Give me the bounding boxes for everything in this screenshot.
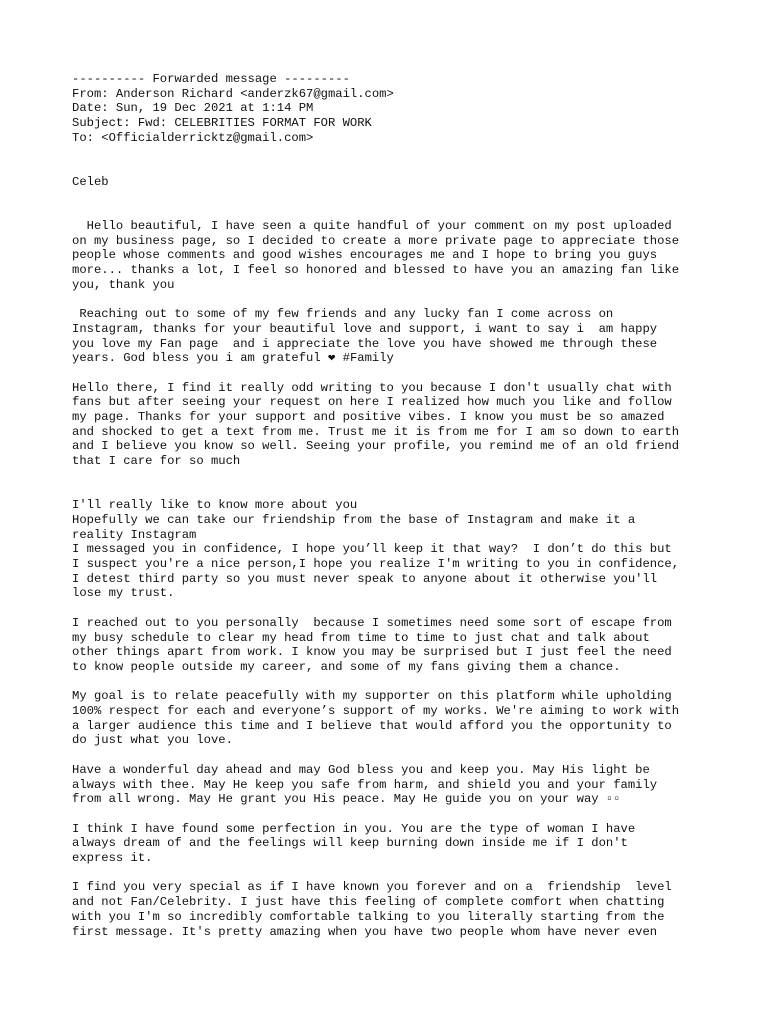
paragraph-line: people whose comments and good wishes encourages me and I hope to bring you guys (72, 248, 658, 263)
paragraph-line: always dream of and the feelings will keep burning down inside me if I don't (72, 836, 628, 851)
paragraph-line: express it. (72, 851, 153, 866)
forwarded-separator: ---------- Forwarded message --------- (72, 72, 350, 86)
spacer (72, 204, 712, 219)
spacer (72, 292, 712, 307)
spacer (72, 146, 712, 161)
paragraph-line: more... thanks a lot, I feel so honored and blessed to have you an amazing fan like (72, 263, 680, 278)
spacer (72, 866, 712, 881)
body-paragraph (72, 822, 712, 866)
paragraph-line: reality Instagram (72, 527, 197, 542)
paragraph-line: a larger audience this time and I believe that would afford you the opportunity to (72, 718, 672, 733)
paragraph-line: My goal is to relate peacefully with my supporter on this platform while upholding (72, 689, 672, 704)
paragraph-line: and I believe you know so well. Seeing your profile, you remind me of an old friend (72, 439, 680, 454)
spacer (72, 807, 712, 822)
paragraph-line: Hello beautiful, I have seen a quite handful of your comment on my post uploaded (72, 218, 672, 233)
paragraph-line: years. God bless you i am grateful ❤ #Family (72, 351, 394, 366)
paragraph-line: on my business page, so I decided to create a more private page to appreciate those (72, 233, 680, 248)
paragraph-line: you love my Fan page and i appreciate the love you have showed me through these (72, 336, 658, 351)
paragraph-line: my page. Thanks for your support and positive vibes. I know you must be so amazed (72, 410, 665, 425)
body-paragraph (72, 763, 712, 807)
paragraph-line: I messaged you in confidence, I hope you’ll keep it that way? I don’t do this but (72, 542, 672, 557)
paragraph-line: I suspect you're a nice person,I hope you realize I'm writing to you in confidence, (72, 557, 680, 572)
body-paragraph (72, 689, 712, 748)
body-paragraph (72, 219, 712, 293)
email-header (72, 72, 712, 146)
paragraph-line: and not Fan/Celebrity. I just have this feeling of complete comfort when chatting (72, 895, 665, 910)
paragraph-line: other things apart from work. I know you may be surprised but I just feel the need (72, 645, 672, 660)
paragraph-line: Hello there, I find it really odd writing to you because I don't usually chat with (72, 380, 672, 395)
paragraph-line: I reached out to you personally because I sometimes need some sort of escape from (72, 615, 672, 630)
spacer (72, 484, 712, 499)
body-paragraph (72, 880, 712, 939)
paragraph-line: I find you very special as if I have known you forever and on a friendship level (72, 880, 672, 895)
salutation: Celeb (72, 174, 109, 189)
paragraph-line: that I care for so much (72, 454, 241, 469)
paragraph-line: always with thee. May He keep you safe from harm, and shield you and your family (72, 777, 658, 792)
subject-line: Subject: Fwd: CELEBRITIES FORMAT FOR WORK (72, 116, 372, 131)
to-line: To: <Officialderricktz@gmail.com> (72, 130, 314, 145)
paragraph-line: lose my trust. (72, 586, 175, 601)
paragraph-line: you, thank you (72, 277, 175, 292)
spacer (72, 160, 712, 175)
paragraph-line: my busy schedule to clear my head from time to time to just chat and talk about (72, 630, 650, 645)
body-paragraph (72, 307, 712, 366)
paragraph-line: do just what you love. (72, 733, 233, 748)
paragraph-line: I'll really like to know more about you (72, 498, 358, 513)
spacer (72, 601, 712, 616)
paragraph-line: Reaching out to some of my few friends and any lucky fan I come across on (72, 307, 614, 322)
spacer (72, 748, 712, 763)
email-body (72, 219, 712, 939)
spacer (72, 675, 712, 690)
paragraph-line: and shocked to get a text from me. Trust me it is from me for I am so down to earth (72, 424, 680, 439)
spacer (72, 366, 712, 381)
paragraph-line: fans but after seeing your request on here I realized how much you like and follow (72, 395, 672, 410)
paragraph-line: to know people outside my career, and some of my fans giving them a chance. (72, 659, 621, 674)
body-paragraph (72, 381, 712, 469)
spacer (72, 190, 712, 205)
paragraph-line: with you I'm so incredibly comfortable talking to you literally starting from the (72, 909, 665, 924)
paragraph-line: Have a wonderful day ahead and may God bless you and keep you. May His light be (72, 762, 650, 777)
paragraph-line: first message. It's pretty amazing when you have two people whom have never even (72, 924, 658, 939)
paragraph-line: Hopefully we can take our friendship from the base of Instagram and make it a (72, 512, 636, 527)
paragraph-line: 100% respect for each and everyone’s support of my works. We're aiming to work with (72, 704, 680, 719)
date-line: Date: Sun, 19 Dec 2021 at 1:14 PM (72, 101, 314, 116)
body-paragraph (72, 616, 712, 675)
from-line: From: Anderson Richard <anderzk67@gmail.com> (72, 86, 394, 101)
paragraph-line: from all wrong. May He grant you His peace. May He guide you on your way ▫▫ (72, 792, 621, 807)
paragraph-line: I detest third party so you must never speak to anyone about it otherwise you'll (72, 571, 658, 586)
paragraph-line: I think I have found some perfection in you. You are the type of woman I have (72, 821, 636, 836)
body-paragraph (72, 498, 712, 601)
paragraph-line: Instagram, thanks for your beautiful love and support, i want to say i am happy (72, 321, 658, 336)
email-document (72, 72, 712, 939)
spacer (72, 469, 712, 484)
